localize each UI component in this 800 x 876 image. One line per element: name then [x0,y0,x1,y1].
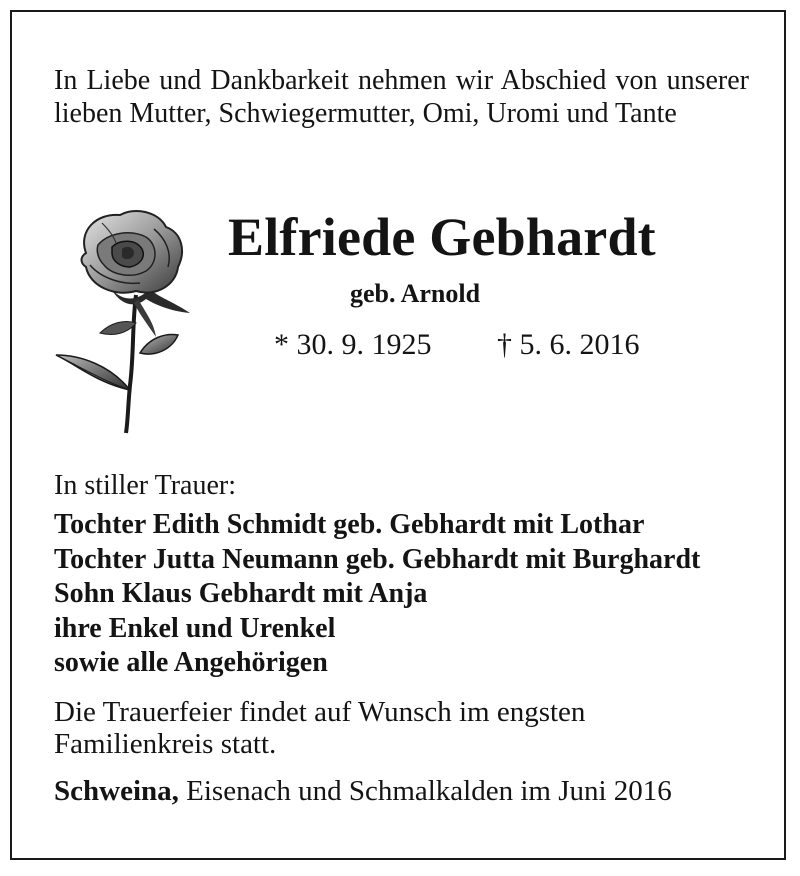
mourner-line: Sohn Klaus Gebhardt mit Anja [54,578,428,609]
place-date-line [54,775,672,808]
rose-icon [50,205,200,437]
deceased-name: Elfriede Gebhardt [228,207,656,267]
birth-name: geb. Arnold [350,279,481,308]
birth-date: * 30. 9. 1925 [274,328,432,361]
ceremony-text: Die Trauerfeier findet auf Wunsch im engsten Familienkreis statt. [54,696,586,760]
mourner-line: ihre Enkel und Urenkel [54,612,336,644]
mourner-line: sowie alle Angehörigen [54,647,328,678]
death-date: † 5. 6. 2016 [497,328,640,361]
intro-text: In Liebe und Dankbarkeit nehmen wir Abschied von unserer lieben Mutter, Schwiegermutter, Omi, Uromi und Tante [54,65,749,129]
place-name: Schweina, [54,775,179,807]
mourning-label: In stiller Trauer: [54,470,236,501]
mourner-line: Tochter Jutta Neumann geb. Gebhardt mit Burghardt [54,543,701,575]
mourner-line: Tochter Edith Schmidt geb. Gebhardt mit Lothar [54,509,645,540]
mourners-list [54,508,700,681]
place-rest: Eisenach und Schmalkalden im Juni 2016 [178,775,672,807]
